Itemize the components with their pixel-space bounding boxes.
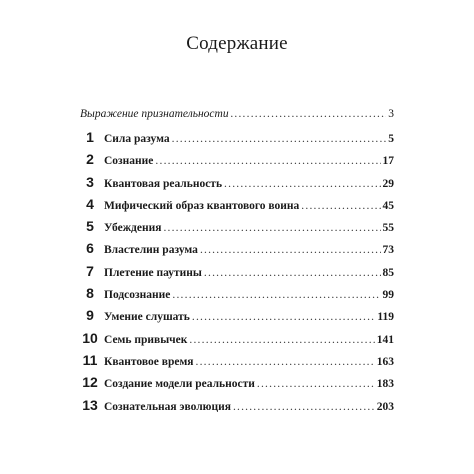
toc-entry-label: Семь привычек [104,333,188,346]
toc-entry [80,330,394,352]
toc-entry-label: Мифический образ квантового воина [104,199,300,212]
toc-entry-page: 55 [382,222,394,235]
chapter-number: 2 [86,151,94,168]
toc-entry [80,307,394,329]
dot-leader [172,289,380,301]
chapter-number: 12 [82,374,98,391]
toc-entry-page: 5 [388,133,394,145]
dot-leader [204,267,381,279]
chapter-number: 9 [86,307,94,324]
toc-entry-page: 141 [376,333,394,346]
toc-entry [80,397,394,419]
toc-entry-label: Выражение признательности [80,108,229,120]
toc-entry-page: 163 [376,355,394,368]
dot-leader [163,222,380,234]
toc-entry-label: Сознание [104,155,154,168]
chapter-number: 1 [86,129,94,145]
dot-leader [233,401,375,413]
dot-leader [224,178,380,190]
chapter-number: 6 [86,240,94,257]
chapter-number: 3 [86,173,94,190]
toc-entry-label: Властелин разума [104,244,198,257]
toc-entry-label: Плетение паутины [104,266,202,279]
toc-entry-page: 119 [377,311,394,324]
toc-entry-label: Квантовая реальность [104,177,223,190]
toc-entry [80,129,394,151]
toc-entry-label: Убеждения [104,222,162,235]
toc-entry-page: 45 [382,199,394,212]
toc-entry-page: 85 [382,266,394,279]
toc-entry [80,151,394,173]
chapter-number: 5 [86,218,94,235]
toc-entry [80,196,394,218]
chapter-number: 8 [86,285,94,302]
table-of-contents [80,108,394,419]
toc-entry-label: Квантовое время [104,355,194,368]
dot-leader [196,356,375,368]
chapter-number: 10 [82,329,98,346]
page-title: Содержание [186,33,288,54]
toc-entry-label: Создание модели реальности [104,378,255,391]
toc-entry [80,174,394,196]
dot-leader [231,108,387,120]
dot-leader [155,155,380,167]
toc-intro-entry [80,108,394,129]
toc-entry-page: 29 [382,177,394,190]
toc-entry-page: 203 [376,400,394,413]
toc-entry [80,240,394,262]
dot-leader [200,244,381,256]
chapter-number: 11 [82,351,98,368]
toc-entry-page: 99 [382,289,394,302]
toc-entry [80,218,394,240]
dot-leader [189,334,374,346]
chapter-number: 7 [86,262,94,279]
toc-entry-page: 17 [382,155,394,168]
dot-leader [301,200,380,212]
toc-entry-page: 183 [376,378,394,391]
dot-leader [192,311,376,323]
toc-entry [80,352,394,374]
dot-leader [172,133,387,145]
dot-leader [257,378,375,390]
toc-entry-label: Умение слушать [104,311,190,324]
toc-entry [80,285,394,307]
toc-entry [80,263,394,285]
toc-entry-page: 3 [388,108,394,120]
chapter-number: 13 [82,396,98,413]
toc-entry-page: 73 [382,244,394,257]
toc-entry-label: Сознательная эволюция [104,400,231,413]
toc-entry [80,374,394,396]
chapter-number: 4 [86,195,94,212]
toc-entry-label: Подсознание [104,289,171,302]
toc-entry-label: Сила разума [104,133,170,145]
